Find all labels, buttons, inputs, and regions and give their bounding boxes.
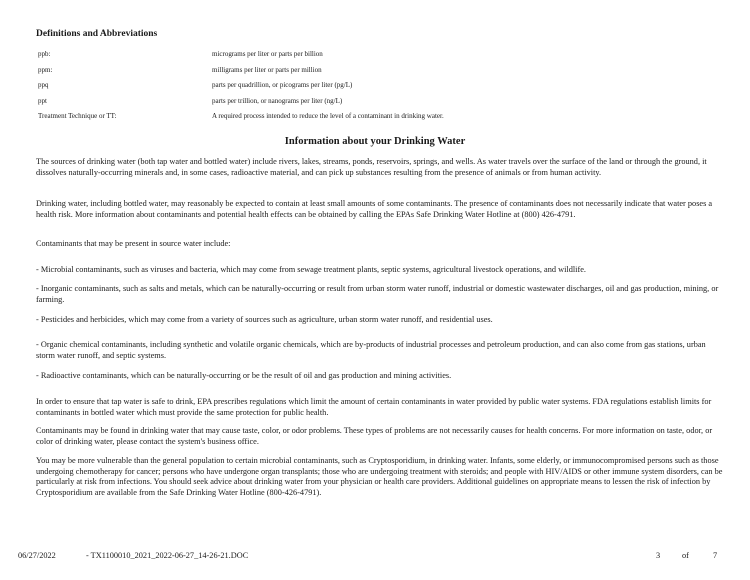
definition-term: ppt: [38, 96, 47, 105]
definition-term: ppq: [38, 81, 49, 89]
microbial-item: - Microbial contaminants, such as viruses and bacteria, which may come from sewage treatment plants, septic systems, agricultural livestock operations, and wildlife.: [36, 265, 586, 274]
definitions-table: [38, 50, 718, 128]
definition-term: ppm:: [38, 65, 53, 74]
taste-paragraph: Contaminants may be found in drinking water that may cause taste, color, or odor problems. These types of problems are not necessarily causes for health concerns. For more information on taste, odor, or color of drinking water, please contact the system's business office.: [36, 426, 713, 446]
definition-row: [38, 66, 718, 82]
definition-desc: parts per quadrillion, or picograms per liter (pg/L): [212, 81, 353, 89]
footer-of: of: [682, 551, 689, 560]
definition-desc: micrograms per liter or parts per billion: [212, 50, 323, 58]
definition-row: [38, 97, 718, 113]
organic-item: - Organic chemical contaminants, including synthetic and volatile organic chemicals, which are by-products of industrial processes and petroleum production, and can also come from gas stations, urban storm water runoff, and septic systems.: [36, 340, 706, 360]
footer-page-number: 3: [656, 551, 661, 560]
vulnerable-paragraph: You may be more vulnerable than the general population to certain microbial contaminants, such as Cryptosporidium, in drinking water. Infants, some elderly, or immunocompromised persons such as those undergoing chemotherapy for cancer; persons who have undergone organ transplants; those who are undergoing treatment with steroids; and people with HIV/AIDS or other immune system disorders, can be particularly at risk from infections. You should seek advice about drinking water from your physician or health care providers. Additional guidelines on appropriate means to lessen the risk of infection by Cryptosporidium are available from the Safe Drinking Water Hotline (800-426-4791).: [36, 456, 723, 498]
definition-desc: parts per trillion, or nanograms per liter (ng/L): [212, 96, 343, 105]
pesticides-item: - Pesticides and herbicides, which may come from a variety of sources such as agriculture, urban storm water runoff, and residential uses.: [36, 315, 493, 324]
definition-row: [38, 81, 718, 97]
definition-term: Treatment Technique or TT:: [38, 112, 117, 120]
inorganic-item: - Inorganic contaminants, such as salts and metals, which can be naturally-occurring or result from urban storm water runoff, industrial or domestic wastewater discharges, oil and gas production, mining, or farming.: [36, 284, 719, 304]
definition-row: [38, 50, 718, 66]
definition-desc: A required process intended to reduce the level of a contaminant in drinking water.: [212, 112, 444, 120]
regulations-paragraph: In order to ensure that tap water is safe to drink, EPA prescribes regulations which limit the amount of certain contaminants in water provided by public water systems. FDA regulations establish limits for contaminants in bottled water which must provide the same protection for public health.: [36, 397, 712, 417]
sources-paragraph: The sources of drinking water (both tap water and bottled water) include rivers, lakes, streams, ponds, reservoirs, springs, and wells. As water travels over the surface of the land or through the ground, it dissolves naturally-occurring minerals and, in some cases, radioactive material, and can pick up substances resulting from the presence of animals or from human activity.: [36, 157, 707, 177]
footer-page-total: 7: [713, 551, 718, 560]
definitions-title: Definitions and Abbreviations: [36, 29, 158, 39]
contaminants-paragraph: Drinking water, including bottled water, may reasonably be expected to contain at least small amounts of some contaminants. The presence of contaminants does not necessarily indicate that water poses a health risk. More information about contaminants and potential health effects can be obtained by calling the EPAs Safe Drinking Water Hotline at (800) 426-4791.: [36, 199, 713, 219]
definition-row: [38, 112, 718, 128]
definition-term: ppb:: [38, 50, 51, 58]
footer-document-name: - TX1100010_2021_2022-06-27_14-26-21.DOC: [86, 551, 249, 560]
footer-date: 06/27/2022: [18, 551, 56, 560]
radioactive-item: - Radioactive contaminants, which can be naturally-occurring or be the result of oil and gas production and mining activities.: [36, 371, 452, 380]
info-title: Information about your Drinking Water: [284, 136, 466, 147]
source-water-intro: Contaminants that may be present in source water include:: [36, 239, 231, 248]
definition-desc: milligrams per liter or parts per million: [212, 65, 322, 74]
